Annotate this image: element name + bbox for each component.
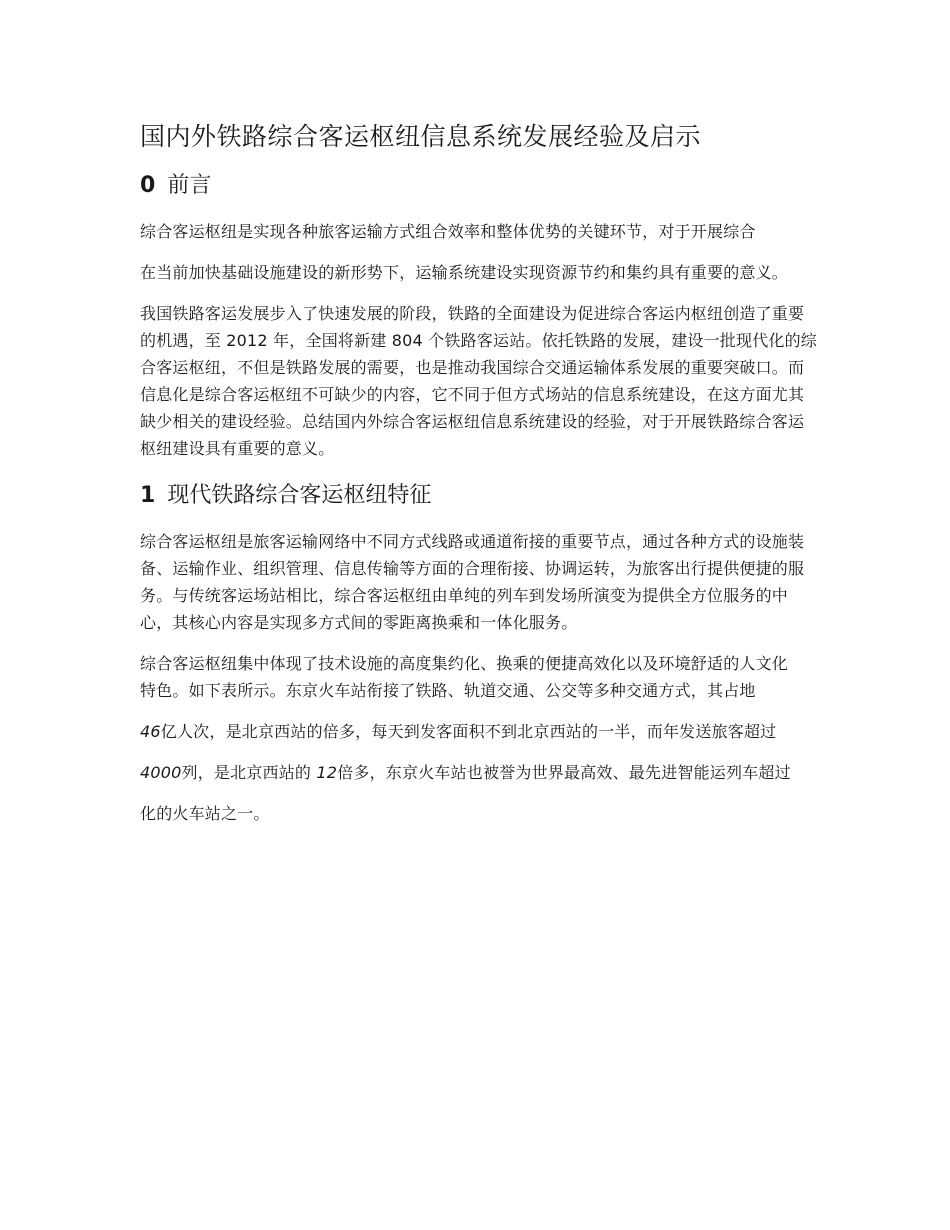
document-body	[140, 118, 820, 841]
section-title: 现代铁路综合客运枢纽特征	[167, 483, 432, 508]
paragraph-text: 列，是北京西站的	[181, 763, 317, 782]
paragraph: 在当前加快基础设施建设的新形势下，运输系统建设实现资源节约和集约具有重要的意义。	[140, 263, 789, 282]
italic-number: 4000	[140, 763, 182, 782]
paragraph: 综合客运枢纽是实现各种旅客运输方式组合效率和整体优势的关键环节，对于开展综合	[140, 222, 756, 241]
italic-number: 12	[316, 763, 338, 782]
paragraph: 化的火车站之一。	[140, 804, 270, 823]
paragraph-text: 亿人次，是北京西站的倍多，每天到发客面积不到北京西站的一半，而年发送旅客超过	[160, 722, 777, 741]
italic-number: 46	[140, 722, 161, 741]
document-title: 国内外铁路综合客运枢纽信息系统发展经验及启示	[140, 122, 702, 151]
paragraph: 综合客运枢纽集中体现了技术设施的高度集约化、换乘的便捷高效化以及环境舒适的人文化特色。如下表所示。东京火车站衔接了铁路、轨道交通、公交等多种交通方式，其占地	[140, 654, 789, 700]
paragraph: 我国铁路客运发展步入了快速发展的阶段，铁路的全面建设为促进综合客运内枢纽创造了重要的机遇，至 2012 年，全国将新建 804 个铁路客运站。依托铁路的发展，建设一批现代化的综合客运枢纽，不但是铁路发展的需要，也是推动我国综合交通运输体系发展的重要突破口。而信息化是综合客运枢纽不可缺少的内容，它不同于但方式场站的信息系统建设，在这方面尤其缺少相关的建设经验。总结国内外综合客运枢纽信息系统建设的经验，对于开展铁路综合客运枢纽建设具有重要的意义。	[140, 304, 818, 458]
section-heading-0	[140, 170, 820, 202]
paragraph: 综合客运枢纽是旅客运输网络中不同方式线路或通道衔接的重要节点，通过各种方式的设施装备、运输作业、组织管理、信息传输等方面的合理衔接、协调运转，为旅客出行提供便捷的服务。与传统客运场站相比，综合客运枢纽由单纯的列车到发场所演变为提供全方位服务的中心，其核心内容是实现多方式间的零距离换乘和一体化服务。	[140, 532, 805, 632]
paragraph	[140, 759, 820, 786]
section-heading-1	[140, 480, 820, 512]
section-title: 前言	[167, 173, 212, 198]
paragraph-text: 倍多，东京火车站也被誉为世界最高效、最先进智能运列车超过	[337, 763, 791, 782]
paragraph	[140, 718, 800, 745]
section-number: 0	[140, 173, 156, 198]
section-number: 1	[140, 483, 156, 508]
